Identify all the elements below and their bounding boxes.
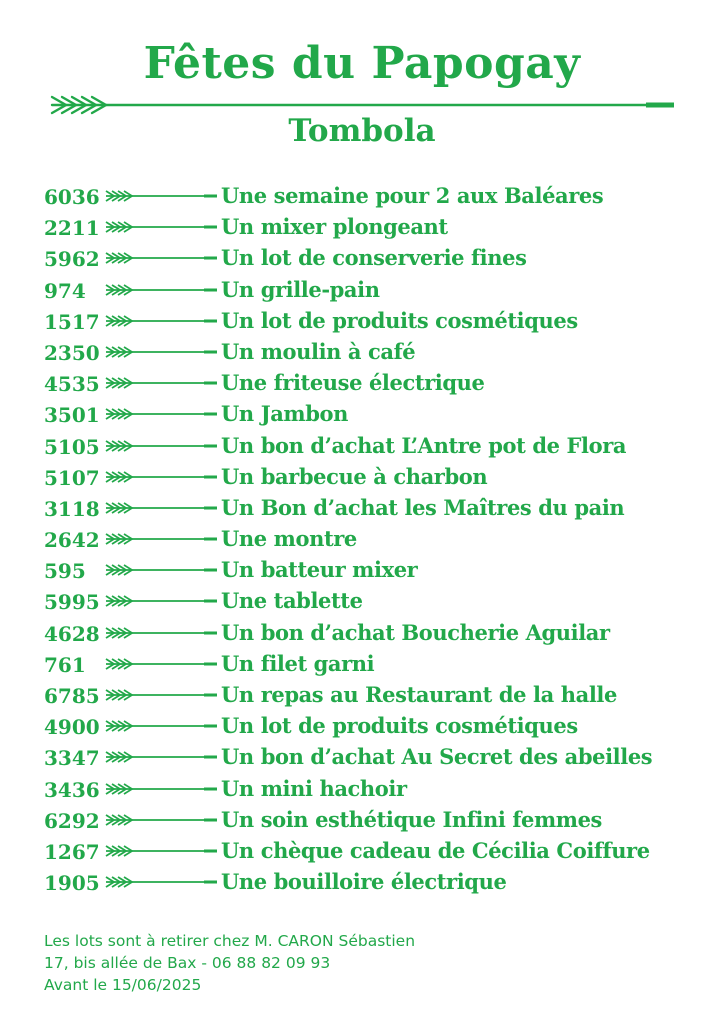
fletched-arrow-icon bbox=[104, 689, 218, 701]
fletched-arrow-icon bbox=[104, 346, 218, 358]
prize-label: Une bouilloire électrique bbox=[221, 869, 507, 895]
ticket-number: 6292 bbox=[44, 808, 100, 833]
ticket-number: 5105 bbox=[44, 434, 100, 459]
prize-label: Un lot de produits cosmétiques bbox=[221, 713, 578, 739]
prize-label: Un chèque cadeau de Cécilia Coiffure bbox=[221, 837, 650, 863]
fletched-arrow-icon bbox=[104, 751, 218, 763]
prize-label: Un lot de produits cosmétiques bbox=[221, 307, 578, 333]
ticket-number: 1267 bbox=[44, 839, 100, 864]
ticket-number: 3118 bbox=[44, 496, 100, 521]
ticket-number: 2211 bbox=[44, 216, 100, 241]
prize-label: Un bon d’achat Au Secret des abeilles bbox=[221, 744, 653, 770]
prize-label: Une friteuse électrique bbox=[221, 370, 485, 396]
prize-label: Un bon d’achat Boucherie Aguilar bbox=[221, 619, 610, 645]
prize-label: Une semaine pour 2 aux Baléares bbox=[221, 183, 604, 208]
ticket-number: 5995 bbox=[44, 590, 100, 615]
fletched-arrow-icon bbox=[104, 783, 218, 795]
list-item bbox=[0, 618, 724, 649]
pickup-deadline: Avant le 15/06/2025 bbox=[44, 976, 202, 994]
prize-label: Un batteur mixer bbox=[221, 557, 418, 583]
prize-label: Un grille-pain bbox=[221, 276, 380, 302]
ticket-number: 2642 bbox=[44, 528, 100, 553]
fletched-arrow-icon bbox=[104, 502, 218, 514]
list-item bbox=[0, 337, 724, 368]
ticket-number: 595 bbox=[44, 559, 86, 584]
list-item bbox=[0, 836, 724, 867]
ticket-number: 4900 bbox=[44, 715, 100, 740]
fletched-arrow-icon bbox=[104, 564, 218, 576]
prize-label: Un lot de conserverie fines bbox=[221, 245, 527, 271]
list-item bbox=[0, 774, 724, 805]
ticket-number: 3501 bbox=[44, 403, 100, 428]
ticket-number: 4628 bbox=[44, 621, 100, 646]
list-item bbox=[0, 275, 724, 306]
ticket-number: 2350 bbox=[44, 340, 100, 365]
fletched-arrow-icon bbox=[104, 471, 218, 483]
fletched-arrow-icon bbox=[104, 440, 218, 452]
prize-label: Un Bon d’achat les Maîtres du pain bbox=[221, 494, 625, 520]
fletched-arrow-icon bbox=[104, 252, 218, 264]
fletched-arrow-icon bbox=[104, 408, 218, 420]
prize-label: Un mixer plongeant bbox=[221, 214, 448, 240]
fletched-arrow-icon bbox=[104, 720, 218, 732]
list-item bbox=[0, 399, 724, 430]
list-item bbox=[0, 742, 724, 773]
ticket-number: 3347 bbox=[44, 746, 100, 771]
fletched-arrow-icon bbox=[104, 190, 218, 202]
fletched-arrow-icon bbox=[104, 845, 218, 857]
list-item bbox=[0, 649, 724, 680]
prize-label: Un repas au Restaurant de la halle bbox=[221, 682, 617, 707]
fletched-arrow-icon bbox=[104, 377, 218, 389]
fletched-arrow-icon bbox=[104, 533, 218, 545]
list-item bbox=[0, 212, 724, 243]
prize-label: Un Jambon bbox=[221, 401, 349, 427]
fletched-arrow-icon bbox=[104, 595, 218, 607]
list-item bbox=[0, 368, 724, 399]
ticket-number: 3436 bbox=[44, 777, 100, 802]
prize-label: Un mini hachoir bbox=[221, 775, 407, 801]
ticket-number: 1517 bbox=[44, 309, 100, 334]
ticket-number: 1905 bbox=[44, 871, 100, 896]
fletched-arrow-icon bbox=[104, 876, 218, 888]
prize-list bbox=[0, 181, 724, 898]
fletched-arrow-icon bbox=[104, 814, 218, 826]
prize-label: Un moulin à café bbox=[221, 338, 416, 364]
list-item bbox=[0, 867, 724, 898]
fletched-arrow-icon bbox=[104, 221, 218, 233]
list-item bbox=[0, 306, 724, 337]
pickup-address: 17, bis allée de Bax - 06 88 82 09 93 bbox=[44, 954, 331, 972]
ticket-number: 761 bbox=[44, 652, 86, 677]
fletched-arrow-icon bbox=[104, 658, 218, 670]
page-title: Fêtes du Papogay bbox=[143, 38, 581, 89]
ticket-number: 5962 bbox=[44, 247, 100, 272]
list-item bbox=[0, 493, 724, 524]
list-item bbox=[0, 431, 724, 462]
fletched-arrow-icon bbox=[104, 284, 218, 296]
fletched-arrow-icon bbox=[104, 627, 218, 639]
ticket-number: 974 bbox=[44, 278, 86, 303]
list-item bbox=[0, 586, 724, 617]
prize-label: Un barbecue à charbon bbox=[221, 463, 488, 489]
list-item bbox=[0, 680, 724, 711]
ticket-number: 6785 bbox=[44, 684, 100, 708]
list-item bbox=[0, 711, 724, 742]
ticket-number: 4535 bbox=[44, 372, 100, 397]
prize-label: Un soin esthétique Infini femmes bbox=[221, 806, 602, 832]
prize-label: Un filet garni bbox=[221, 650, 375, 676]
list-item bbox=[0, 555, 724, 586]
list-item bbox=[0, 243, 724, 274]
list-item bbox=[0, 181, 724, 212]
list-item bbox=[0, 462, 724, 493]
prize-label: Une tablette bbox=[221, 588, 363, 614]
list-item bbox=[0, 805, 724, 836]
fletched-arrow-icon bbox=[104, 315, 218, 327]
ticket-number: 6036 bbox=[44, 185, 100, 209]
prize-label: Une montre bbox=[221, 526, 357, 552]
pickup-location: Les lots sont à retirer chez M. CARON Sébastien bbox=[44, 932, 416, 950]
list-item bbox=[0, 524, 724, 555]
ticket-number: 5107 bbox=[44, 465, 100, 490]
prize-label: Un bon d’achat L’Antre pot de Flora bbox=[221, 432, 627, 458]
page-subtitle: Tombola bbox=[288, 113, 436, 149]
pickup-info bbox=[44, 930, 415, 996]
